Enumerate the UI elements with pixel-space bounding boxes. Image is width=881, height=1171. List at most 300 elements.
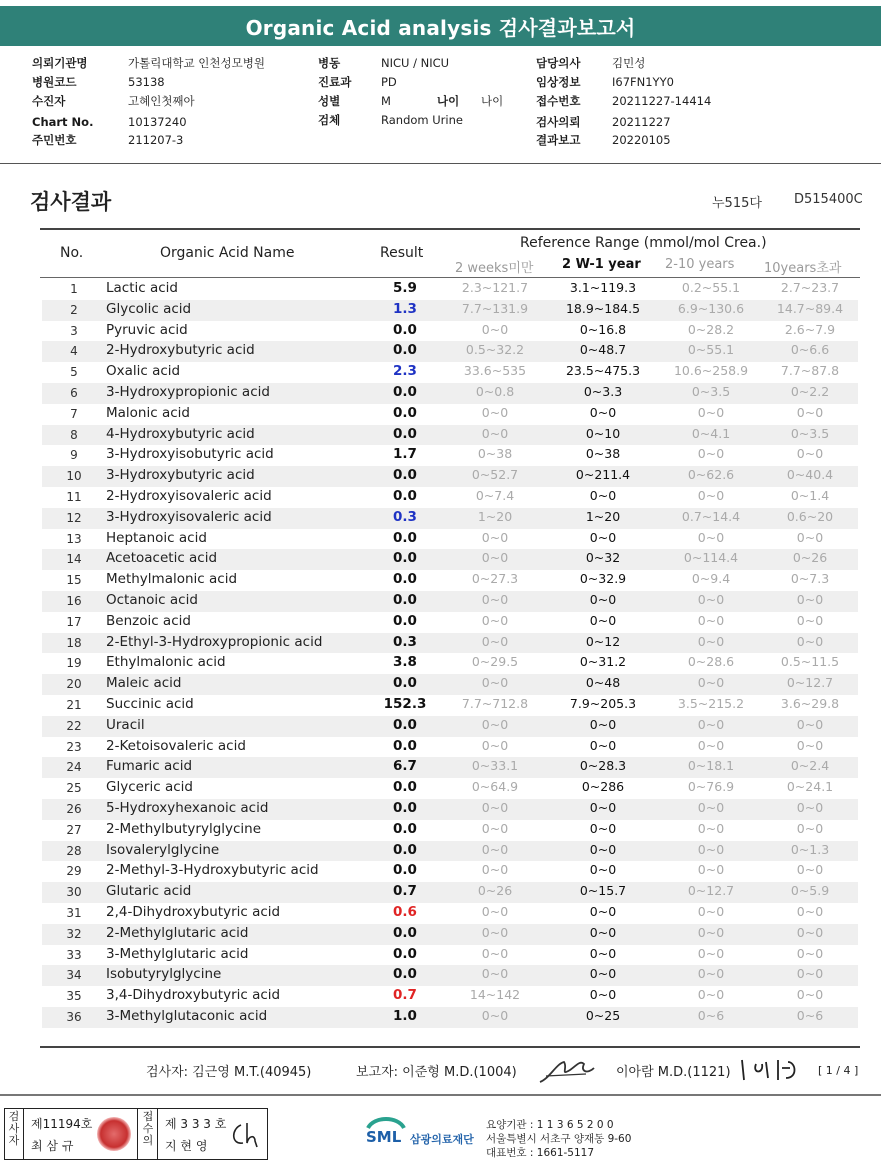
row-result: 2.3 <box>393 363 417 380</box>
row-result: 1.0 <box>393 1007 417 1024</box>
row-ref-2weeks: 14~142 <box>469 987 521 1003</box>
row-ref-10years: 0~0 <box>796 820 824 836</box>
row-acid-name: 3-Methylglutaric acid <box>106 945 249 962</box>
table-row <box>42 383 858 404</box>
row-ref-2weeks: 0~0 <box>481 550 509 566</box>
row-ref-10years: 14.7~89.4 <box>776 300 844 316</box>
col-header-no: No. <box>60 245 84 261</box>
row-ref-2-10years: 0~0 <box>697 529 725 545</box>
row-no: 28 <box>66 843 82 858</box>
row-acid-name: Isobutyrylglycine <box>106 966 222 983</box>
row-ref-2-10years: 0~0 <box>697 591 725 607</box>
row-ref-2-10years: 0~0 <box>697 675 725 691</box>
row-ref-2-10years: 0~0 <box>697 487 725 503</box>
row-ref-10years: 0~12.7 <box>786 675 834 691</box>
row-ref-2w-1year: 0~0 <box>589 862 617 878</box>
row-result: 0.0 <box>393 779 417 796</box>
table-row <box>42 841 858 862</box>
row-ref-2-10years: 0~6 <box>697 1007 725 1023</box>
row-ref-2w-1year: 0~48.7 <box>579 342 627 358</box>
row-ref-2-10years: 0~0 <box>697 633 725 649</box>
col-header-name: Organic Acid Name <box>160 245 295 261</box>
row-acid-name: Methylmalonic acid <box>106 571 238 588</box>
col-header-ref-4: 10years초과 <box>764 261 842 276</box>
row-result: 0.3 <box>393 633 417 650</box>
row-result: 0.6 <box>393 903 417 920</box>
row-acid-name: Isovalerylglycine <box>106 841 220 858</box>
row-ref-2w-1year: 0~0 <box>589 487 617 503</box>
field-label-sex: 성별 <box>318 94 341 108</box>
table-row <box>42 924 858 945</box>
table-row <box>42 529 858 550</box>
row-ref-2-10years: 0~0 <box>697 820 725 836</box>
reporter-signature: 보고자: 이준형 M.D.(1004) <box>356 1065 517 1080</box>
field-value-age: 나이 <box>481 94 504 108</box>
row-ref-2w-1year: 0~15.7 <box>579 883 627 899</box>
row-ref-2weeks: 33.6~535 <box>463 363 527 379</box>
footer-divider <box>0 1094 881 1096</box>
row-ref-2w-1year: 0~0 <box>589 820 617 836</box>
table-row <box>42 695 858 716</box>
row-ref-2w-1year: 0~0 <box>589 737 617 753</box>
row-ref-2weeks: 0~0.8 <box>475 383 515 399</box>
row-result: 0.0 <box>393 841 417 858</box>
row-ref-2-10years: 0.2~55.1 <box>681 280 741 295</box>
row-ref-2-10years: 0~3.5 <box>691 383 731 399</box>
table-row <box>42 799 858 820</box>
section-code-2: D515400C <box>794 192 863 207</box>
table-row <box>42 612 858 633</box>
field-value-specimen: Random Urine <box>381 113 463 127</box>
row-ref-10years: 0~0 <box>796 591 824 607</box>
table-row <box>42 570 858 591</box>
row-acid-name: 3-Hydroxypropionic acid <box>106 383 270 400</box>
row-ref-2-10years: 0~0 <box>697 612 725 628</box>
row-no: 6 <box>70 385 78 400</box>
table-row <box>42 778 858 799</box>
row-ref-2w-1year: 0~0 <box>589 529 617 545</box>
row-ref-2-10years: 0~0 <box>697 716 725 732</box>
row-ref-10years: 0~0 <box>796 633 824 649</box>
table-row <box>42 279 858 300</box>
row-acid-name: Fumaric acid <box>106 758 193 775</box>
row-no: 32 <box>66 926 82 941</box>
row-no: 24 <box>66 760 82 775</box>
row-ref-2w-1year: 0~211.4 <box>575 467 631 483</box>
row-ref-10years: 0~0 <box>796 737 824 753</box>
row-ref-2weeks: 0~0 <box>481 716 509 732</box>
row-ref-10years: 0~2.2 <box>790 383 830 399</box>
row-ref-2-10years: 0~0 <box>697 987 725 1003</box>
stamp-signature-icon <box>227 1119 263 1151</box>
table-row <box>42 1007 858 1028</box>
row-ref-2weeks: 0~0 <box>481 321 509 337</box>
row-ref-2w-1year: 0~25 <box>585 1007 621 1023</box>
signature-scribble-icon <box>536 1054 598 1088</box>
row-ref-2w-1year: 0~0 <box>589 612 617 628</box>
field-label-ward: 병동 <box>318 56 341 70</box>
row-acid-name: Octanoic acid <box>106 591 198 608</box>
row-ref-2w-1year: 0~31.2 <box>579 654 627 670</box>
row-ref-10years: 0~1.4 <box>790 487 830 503</box>
row-ref-10years: 0~0 <box>796 404 824 420</box>
table-row <box>42 757 858 778</box>
row-no: 29 <box>66 864 82 879</box>
row-ref-2-10years: 0~12.7 <box>687 883 735 899</box>
row-ref-2-10years: 0~4.1 <box>691 425 731 441</box>
row-ref-2weeks: 0~52.7 <box>471 467 519 483</box>
row-ref-2weeks: 0~0 <box>481 966 509 982</box>
section-code-1: 누515다 <box>712 196 762 211</box>
row-no: 10 <box>66 469 82 484</box>
col-header-result: Result <box>380 245 424 261</box>
row-ref-10years: 0~7.3 <box>790 571 830 587</box>
row-no: 27 <box>66 822 82 837</box>
row-result: 0.7 <box>393 883 417 900</box>
row-ref-2-10years: 0~55.1 <box>687 342 735 358</box>
row-result: 1.7 <box>393 446 417 463</box>
handwritten-name-icon <box>738 1054 808 1084</box>
row-ref-2weeks: 0~0 <box>481 529 509 545</box>
row-ref-2w-1year: 0~286 <box>581 779 625 795</box>
field-label-chart-no: Chart No. <box>32 115 94 129</box>
field-value-chart-no: 10137240 <box>128 115 187 129</box>
row-acid-name: 3-Hydroxybutyric acid <box>106 467 255 484</box>
row-acid-name: Glutaric acid <box>106 883 192 900</box>
row-acid-name: Benzoic acid <box>106 612 191 629</box>
section-title: 검사결과 <box>30 190 112 214</box>
row-ref-2w-1year: 0~0 <box>589 591 617 607</box>
table-row <box>42 591 858 612</box>
row-ref-10years: 0~26 <box>792 550 828 566</box>
field-label-department: 진료과 <box>318 75 352 89</box>
row-result: 6.7 <box>393 758 417 775</box>
row-result: 0.0 <box>393 612 417 629</box>
row-acid-name: Malonic acid <box>106 404 190 421</box>
row-result: 0.0 <box>393 675 417 692</box>
row-no: 25 <box>66 781 82 796</box>
row-ref-2w-1year: 0~0 <box>589 903 617 919</box>
col-header-reference: Reference Range (mmol/mol Crea.) <box>520 235 767 251</box>
table-row <box>42 716 858 737</box>
row-acid-name: 2-Hydroxyisovaleric acid <box>106 487 272 504</box>
row-acid-name: Ethylmalonic acid <box>106 654 226 671</box>
row-ref-2-10years: 0~0 <box>697 924 725 940</box>
row-ref-2weeks: 0~0 <box>481 1007 509 1023</box>
row-ref-2weeks: 0~38 <box>477 446 513 462</box>
row-ref-2w-1year: 0~0 <box>589 987 617 1003</box>
row-no: 18 <box>66 635 82 650</box>
field-value-department: PD <box>381 75 397 89</box>
row-ref-10years: 0~0 <box>796 446 824 462</box>
row-no: 9 <box>70 448 78 463</box>
row-result: 0.0 <box>393 467 417 484</box>
row-result: 0.0 <box>393 924 417 941</box>
row-acid-name: Heptanoic acid <box>106 529 207 546</box>
table-row <box>42 986 858 1007</box>
row-no: 26 <box>66 801 82 816</box>
row-result: 0.0 <box>393 820 417 837</box>
row-no: 7 <box>70 406 78 421</box>
table-bottom-rule <box>40 1046 860 1048</box>
row-ref-10years: 0~0 <box>796 903 824 919</box>
sml-logo-text: SML <box>366 1128 402 1146</box>
row-ref-2weeks: 0~0 <box>481 425 509 441</box>
col-header-ref-3: 2-10 years <box>665 257 735 272</box>
field-label-doctor: 담당의사 <box>536 56 581 70</box>
row-ref-10years: 0~0 <box>796 612 824 628</box>
row-ref-2weeks: 0~27.3 <box>471 571 519 587</box>
institution-address: 서울특별시 서초구 양재동 9-60 <box>486 1133 632 1145</box>
row-ref-2w-1year: 0~3.3 <box>583 383 623 399</box>
row-result: 0.0 <box>393 487 417 504</box>
row-result: 0.0 <box>393 342 417 359</box>
field-value-clinical-info: I67FN1YY0 <box>612 75 674 89</box>
row-ref-2w-1year: 0~12 <box>585 633 621 649</box>
row-no: 36 <box>66 1009 82 1024</box>
row-no: 3 <box>70 323 78 338</box>
field-value-patient: 고혜인첫째아 <box>128 94 195 108</box>
row-ref-10years: 2.6~7.9 <box>784 321 836 337</box>
field-value-receipt-no: 20211227-14414 <box>612 94 712 108</box>
row-ref-2weeks: 0~0 <box>481 591 509 607</box>
row-ref-2weeks: 0~0 <box>481 862 509 878</box>
examiner-signature: 검사자: 김근영 M.T.(40945) <box>146 1065 312 1080</box>
row-ref-2-10years: 0~76.9 <box>687 779 735 795</box>
row-acid-name: Oxalic acid <box>106 363 181 380</box>
row-no: 33 <box>66 947 82 962</box>
row-ref-2-10years: 0~0 <box>697 737 725 753</box>
field-value-report-date: 20220105 <box>612 133 671 147</box>
row-result: 152.3 <box>383 695 427 712</box>
row-ref-10years: 0~0 <box>796 945 824 961</box>
row-ref-2-10years: 0~0 <box>697 903 725 919</box>
license-stamp-box <box>4 1108 268 1160</box>
field-value-ward: NICU / NICU <box>381 56 450 70</box>
field-label-hospital-code: 병원코드 <box>32 75 77 89</box>
table-row <box>42 487 858 508</box>
row-no: 13 <box>66 531 82 546</box>
table-row <box>42 404 858 425</box>
row-ref-2weeks: 1~20 <box>477 508 513 524</box>
row-no: 11 <box>66 489 82 504</box>
row-no: 2 <box>70 302 78 317</box>
row-acid-name: 4-Hydroxybutyric acid <box>106 425 255 442</box>
row-no: 22 <box>66 718 82 733</box>
row-no: 8 <box>70 427 78 442</box>
row-ref-2weeks: 0~0 <box>481 924 509 940</box>
row-ref-2w-1year: 0~0 <box>589 966 617 982</box>
row-ref-2w-1year: 0~0 <box>589 924 617 940</box>
table-row <box>42 445 858 466</box>
row-ref-2-10years: 0~9.4 <box>691 571 731 587</box>
page-indicator: [ 1 / 4 ] <box>818 1064 859 1077</box>
stamp-divider <box>137 1109 138 1159</box>
field-label-age: 나이 <box>437 94 460 108</box>
field-value-hospital-code: 53138 <box>128 75 165 89</box>
row-ref-2weeks: 0~0 <box>481 675 509 691</box>
row-ref-2-10years: 0~0 <box>697 841 725 857</box>
table-row <box>42 425 858 446</box>
table-row <box>42 341 858 362</box>
row-ref-2-10years: 0~0 <box>697 945 725 961</box>
row-ref-2weeks: 0~7.4 <box>475 487 515 503</box>
row-ref-10years: 0.5~11.5 <box>780 654 840 670</box>
row-result: 0.0 <box>393 383 417 400</box>
field-label-resident-no: 주민번호 <box>32 133 77 147</box>
table-row <box>42 653 858 674</box>
row-ref-10years: 0~0 <box>796 529 824 545</box>
row-result: 0.0 <box>393 321 417 338</box>
row-acid-name: 2-Ethyl-3-Hydroxypropionic acid <box>106 633 323 650</box>
row-result: 0.7 <box>393 987 417 1004</box>
row-ref-10years: 7.7~87.8 <box>780 363 840 379</box>
row-no: 4 <box>70 344 78 359</box>
row-ref-2w-1year: 0~32.9 <box>579 571 627 587</box>
row-ref-2weeks: 0~26 <box>477 883 513 899</box>
table-row <box>42 737 858 758</box>
row-acid-name: 2-Methylglutaric acid <box>106 924 249 941</box>
table-row <box>42 903 858 924</box>
institution-code: 요양기관 : 1 1 3 6 5 2 0 0 <box>486 1119 614 1131</box>
field-value-sex: M <box>381 94 391 108</box>
row-ref-2weeks: 0~0 <box>481 903 509 919</box>
row-result: 0.0 <box>393 550 417 567</box>
institution-phone: 대표번호 : 1661-5117 <box>486 1147 595 1159</box>
row-ref-2weeks: 0~29.5 <box>471 654 519 670</box>
row-no: 31 <box>66 905 82 920</box>
stamp-right-name: 지 현 영 <box>165 1139 208 1153</box>
row-no: 12 <box>66 510 82 525</box>
row-no: 23 <box>66 739 82 754</box>
table-row <box>42 965 858 986</box>
row-ref-2w-1year: 0~0 <box>589 799 617 815</box>
row-ref-2weeks: 7.7~131.9 <box>461 300 529 316</box>
col-header-ref-2: 2 W-1 year <box>562 257 641 272</box>
row-no: 34 <box>66 968 82 983</box>
row-ref-2w-1year: 3.1~119.3 <box>569 280 637 295</box>
row-ref-2-10years: 0~28.6 <box>687 654 735 670</box>
row-ref-2-10years: 0~0 <box>697 404 725 420</box>
row-ref-2-10years: 0~28.2 <box>687 321 735 337</box>
table-row <box>42 882 858 903</box>
results-table <box>42 279 858 1028</box>
row-result: 3.8 <box>393 654 417 671</box>
row-acid-name: 2-Hydroxybutyric acid <box>106 342 255 359</box>
row-no: 1 <box>70 282 78 296</box>
row-ref-2weeks: 0~0 <box>481 820 509 836</box>
row-ref-10years: 0~0 <box>796 924 824 940</box>
row-ref-10years: 0~24.1 <box>786 779 834 795</box>
table-row <box>42 633 858 654</box>
row-ref-2weeks: 0~0 <box>481 633 509 649</box>
row-ref-10years: 0~0 <box>796 862 824 878</box>
row-ref-2weeks: 0~0 <box>481 404 509 420</box>
row-ref-2weeks: 0~0 <box>481 737 509 753</box>
row-ref-10years: 0~2.4 <box>790 758 830 774</box>
row-ref-2weeks: 0.5~32.2 <box>465 342 525 358</box>
row-ref-2w-1year: 0~28.3 <box>579 758 627 774</box>
row-ref-10years: 0~6.6 <box>790 342 830 358</box>
row-ref-2w-1year: 0~0 <box>589 841 617 857</box>
row-acid-name: 3,4-Dihydroxybutyric acid <box>106 987 281 1004</box>
field-label-receipt-no: 접수번호 <box>536 94 581 108</box>
patient-info <box>0 0 881 160</box>
row-no: 15 <box>66 573 82 588</box>
row-ref-10years: 0~0 <box>796 966 824 982</box>
row-acid-name: 2,4-Dihydroxybutyric acid <box>106 903 281 920</box>
field-value-doctor: 김민성 <box>612 56 646 70</box>
row-ref-2-10years: 10.6~258.9 <box>673 363 749 379</box>
row-ref-2-10years: 6.9~130.6 <box>677 300 745 316</box>
row-acid-name: 2-Methylbutyrylglycine <box>106 820 262 837</box>
row-ref-2-10years: 0~114.4 <box>683 550 739 566</box>
stamp-right-number: 제 3 3 3 호 <box>165 1117 227 1131</box>
row-ref-2w-1year: 18.9~184.5 <box>565 300 641 316</box>
stamp-right-label: 접수의 <box>142 1110 154 1147</box>
table-row <box>42 508 858 529</box>
row-ref-2w-1year: 0~32 <box>585 550 621 566</box>
row-acid-name: Lactic acid <box>106 280 178 296</box>
row-ref-10years: 2.7~23.7 <box>780 280 840 295</box>
table-row <box>42 362 858 383</box>
row-acid-name: 3-Methylglutaconic acid <box>106 1007 268 1024</box>
row-no: 30 <box>66 885 82 900</box>
row-ref-2weeks: 2.3~121.7 <box>461 280 529 295</box>
row-no: 19 <box>66 656 82 671</box>
row-acid-name: Succinic acid <box>106 695 194 712</box>
row-ref-10years: 0~5.9 <box>790 883 830 899</box>
report-title: Organic Acid analysis 검사결과보고서 <box>245 15 636 40</box>
red-seal-icon <box>97 1117 131 1151</box>
stamp-divider <box>157 1109 158 1159</box>
row-no: 17 <box>66 614 82 629</box>
row-no: 16 <box>66 593 82 608</box>
row-no: 35 <box>66 989 82 1004</box>
stamp-left-label: 검사자 <box>8 1110 20 1147</box>
header-divider <box>0 163 881 164</box>
row-acid-name: Glycolic acid <box>106 300 192 317</box>
row-ref-2weeks: 0~0 <box>481 945 509 961</box>
row-ref-2-10years: 0~0 <box>697 966 725 982</box>
row-result: 0.0 <box>393 591 417 608</box>
row-acid-name: 2-Ketoisovaleric acid <box>106 737 246 754</box>
row-no: 21 <box>66 697 82 712</box>
table-row <box>42 945 858 966</box>
row-result: 0.0 <box>393 737 417 754</box>
field-label-patient: 수진자 <box>32 94 66 108</box>
row-ref-2w-1year: 0~0 <box>589 945 617 961</box>
field-value-request-date: 20211227 <box>612 115 671 129</box>
field-value-resident-no: 211207-3 <box>128 133 184 147</box>
row-result: 0.0 <box>393 945 417 962</box>
col-header-ref-1: 2 weeks미만 <box>455 261 534 276</box>
row-result: 0.0 <box>393 966 417 983</box>
row-ref-10years: 0~1.3 <box>790 841 830 857</box>
table-row <box>42 674 858 695</box>
table-row <box>42 549 858 570</box>
row-ref-2w-1year: 0~38 <box>585 446 621 462</box>
table-row <box>42 820 858 841</box>
row-result: 0.0 <box>393 862 417 879</box>
row-result: 5.9 <box>393 280 417 296</box>
row-ref-2weeks: 0~0 <box>481 612 509 628</box>
row-result: 0.0 <box>393 529 417 546</box>
field-label-request-date: 검사의뢰 <box>536 115 581 129</box>
row-acid-name: Uracil <box>106 716 145 733</box>
row-acid-name: Glyceric acid <box>106 779 193 796</box>
table-top-rule <box>40 228 860 230</box>
